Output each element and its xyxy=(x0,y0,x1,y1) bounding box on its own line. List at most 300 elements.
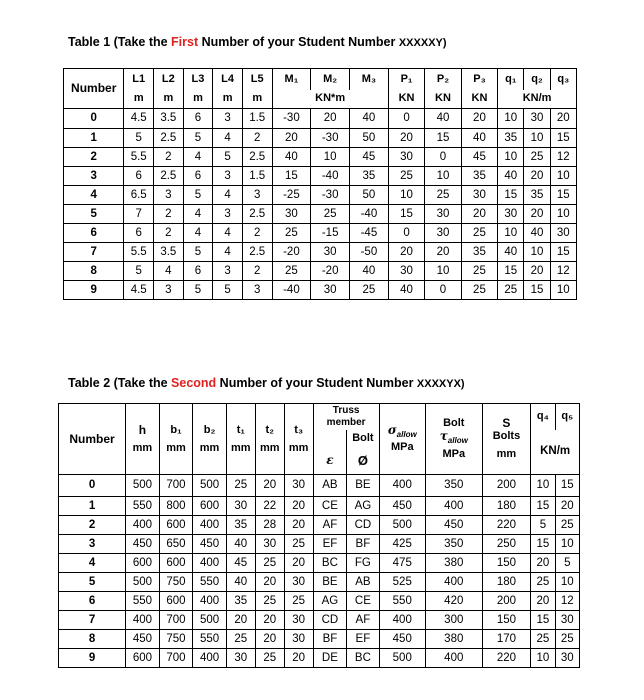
table1-row-number: 5 xyxy=(64,205,124,224)
table2-cell: 15 xyxy=(531,535,555,554)
table2-header-tau-allow xyxy=(425,404,482,475)
table1-cell: 5 xyxy=(124,262,154,281)
table2-cell: 400 xyxy=(379,611,425,630)
table1-cell: 7 xyxy=(124,205,154,224)
table1-cell: 40 xyxy=(272,148,311,167)
table2-cell: DE xyxy=(313,649,347,668)
table2-cell: 20 xyxy=(555,497,579,516)
table1-header-l3: L3 xyxy=(183,69,213,90)
table1-cell: 10 xyxy=(550,205,576,224)
table2-cell: 400 xyxy=(126,516,160,535)
table2-cell: 600 xyxy=(126,649,160,668)
table1-cell: 15 xyxy=(524,281,550,300)
table1-cell: -45 xyxy=(350,224,389,243)
table2 xyxy=(58,403,580,668)
table2-cell: 550 xyxy=(126,592,160,611)
table1-cell: 3 xyxy=(213,205,243,224)
table1-cell: 35 xyxy=(350,167,389,186)
table1-cell: 15 xyxy=(425,129,461,148)
table1-cell: 25 xyxy=(498,281,524,300)
table2-header-h-label: h xyxy=(138,422,147,437)
table1-cell: 10 xyxy=(425,167,461,186)
table2-unit-s: mm xyxy=(496,448,517,460)
table1-cell: 3 xyxy=(154,186,184,205)
table2-header-tau-symbol: τ xyxy=(439,429,448,444)
table1-cell: 2.5 xyxy=(242,243,272,262)
table2-cell: 350 xyxy=(425,535,482,554)
table1-row-number: 1 xyxy=(64,129,124,148)
table2-cell: 500 xyxy=(126,573,160,592)
table2-cell: 20 xyxy=(226,611,255,630)
table1-cell: 25 xyxy=(350,281,389,300)
table1-cell: 4 xyxy=(183,205,213,224)
table1-title-post: Number of your Student Number xyxy=(198,35,399,49)
table2-cell: AF xyxy=(347,611,379,630)
table1-row xyxy=(64,243,577,262)
table2-cell: 750 xyxy=(159,630,193,649)
table1-cell: 10 xyxy=(425,262,461,281)
table2-header-bolts: Bolts xyxy=(492,430,521,442)
table1-cell: 5 xyxy=(124,129,154,148)
table2-cell: 150 xyxy=(482,611,531,630)
table1-header-m3: M₃ xyxy=(350,69,389,90)
table1-cell: 3.5 xyxy=(154,243,184,262)
table2-row-number: 4 xyxy=(59,554,126,573)
table1-cell: 5 xyxy=(183,243,213,262)
table2-cell: 600 xyxy=(159,554,193,573)
table1-cell: 10 xyxy=(550,281,576,300)
table2-cell: 15 xyxy=(531,611,555,630)
table2-unit-t1: mm xyxy=(231,441,251,454)
table2-cell: 30 xyxy=(284,573,313,592)
table1-cell: 5.5 xyxy=(124,148,154,167)
table1-row-number: 9 xyxy=(64,281,124,300)
table2-cell: 10 xyxy=(531,649,555,668)
table1-row-number: 7 xyxy=(64,243,124,262)
table2-cell: 25 xyxy=(255,554,284,573)
table2-cell: 12 xyxy=(555,592,579,611)
table1-header-m1: M₁ xyxy=(272,69,311,90)
table2-cell: 180 xyxy=(482,497,531,516)
table1-cell: 4 xyxy=(213,186,243,205)
table1-cell: 10 xyxy=(498,224,524,243)
table1-cell: 0 xyxy=(425,281,461,300)
table2-header-t3 xyxy=(284,404,313,475)
table2-header-epsilon-symbol: ε xyxy=(326,452,334,467)
table1-cell: 2.5 xyxy=(242,148,272,167)
table1-cell: 20 xyxy=(311,109,350,129)
table1-title-pre: Table 1 (Take the xyxy=(68,35,172,49)
table1-cell: -40 xyxy=(350,205,389,224)
table2-unit-load: KN/m xyxy=(531,430,580,475)
table2-cell: 700 xyxy=(159,475,193,497)
table2-row-number: 2 xyxy=(59,516,126,535)
table2-cell: 25 xyxy=(531,573,555,592)
table2-cell: AG xyxy=(347,497,379,516)
table1-cell: 4.5 xyxy=(124,281,154,300)
table1-cell: 3 xyxy=(154,281,184,300)
table1-cell: 12 xyxy=(550,148,576,167)
table2-row xyxy=(59,535,580,554)
table1-cell: 40 xyxy=(425,109,461,129)
table2-cell: 20 xyxy=(284,516,313,535)
table2-cell: CD xyxy=(313,611,347,630)
table2-cell: 30 xyxy=(284,475,313,497)
table1-cell: 15 xyxy=(388,205,424,224)
table1-cell: 1.5 xyxy=(242,109,272,129)
table1-row xyxy=(64,167,577,186)
table2-cell: 10 xyxy=(531,475,555,497)
table1-cell: 2 xyxy=(242,262,272,281)
table1-cell: 30 xyxy=(461,186,497,205)
table1-cell: 4 xyxy=(213,243,243,262)
table2-row xyxy=(59,573,580,592)
table2-cell: 500 xyxy=(193,611,227,630)
table2-header-sigma-allow xyxy=(379,404,425,475)
table2-cell: 30 xyxy=(284,611,313,630)
table2-cell: 180 xyxy=(482,573,531,592)
table2-header-sigma xyxy=(380,424,425,441)
table1-row xyxy=(64,148,577,167)
table2-cell: 400 xyxy=(193,554,227,573)
table2-header-epsilon-top xyxy=(313,430,347,448)
table1-cell: 15 xyxy=(498,262,524,281)
table2-cell: 45 xyxy=(226,554,255,573)
table2-row-number: 3 xyxy=(59,535,126,554)
table2-cell: 800 xyxy=(159,497,193,516)
table1-cell: 25 xyxy=(311,205,350,224)
table1-header-p1: P₁ xyxy=(388,69,424,90)
table1-cell: 10 xyxy=(498,109,524,129)
table2-title-pre: Table 2 (Take the xyxy=(68,376,172,390)
table2-header-s-bolts xyxy=(482,404,531,475)
table2-row xyxy=(59,649,580,668)
table2-unit-b2: mm xyxy=(199,441,220,454)
table1-cell: 25 xyxy=(461,224,497,243)
table1-unit-l2: m xyxy=(154,90,184,109)
table2-cell: 420 xyxy=(425,592,482,611)
table1-cell: 15 xyxy=(550,186,576,205)
table1-cell: 2 xyxy=(154,205,184,224)
table1-row-number: 3 xyxy=(64,167,124,186)
table1-cell: 45 xyxy=(350,148,389,167)
table1-unit-moment: KN*m xyxy=(272,90,388,109)
table1-cell: 0 xyxy=(388,109,424,129)
table1-cell: 3 xyxy=(242,281,272,300)
table1-cell: -20 xyxy=(311,262,350,281)
table1-cell: 50 xyxy=(350,129,389,148)
table1-row-number: 2 xyxy=(64,148,124,167)
table1-unit-l3: m xyxy=(183,90,213,109)
table2-header-number: Number xyxy=(59,404,126,475)
table1-cell: 20 xyxy=(524,205,550,224)
table2-cell: 35 xyxy=(226,592,255,611)
table2-cell: 450 xyxy=(425,516,482,535)
table2-cell: 550 xyxy=(126,497,160,516)
table1-cell: 4 xyxy=(213,224,243,243)
table1-cell: -25 xyxy=(272,186,311,205)
table1-cell: 4 xyxy=(154,262,184,281)
table1-title-code: XXXXXY) xyxy=(398,37,447,49)
table1-cell: 25 xyxy=(388,167,424,186)
table1-cell: 5 xyxy=(213,281,243,300)
table2-header-bolt2: Bolt xyxy=(443,417,465,430)
table1-row xyxy=(64,205,577,224)
table2-cell: 15 xyxy=(531,497,555,516)
table2-header-truss-member xyxy=(313,404,379,430)
table2-cell: 22 xyxy=(255,497,284,516)
table2-cell: 20 xyxy=(255,611,284,630)
table2-cell: 20 xyxy=(284,649,313,668)
table1-unit-p3: KN xyxy=(461,90,497,109)
table2-cell: 25 xyxy=(531,630,555,649)
table2-cell: 600 xyxy=(126,554,160,573)
table2-cell: 220 xyxy=(482,516,531,535)
table2-cell: 30 xyxy=(284,630,313,649)
table2-cell: 600 xyxy=(159,516,193,535)
table1-cell: -20 xyxy=(272,243,311,262)
table1-cell: 40 xyxy=(461,129,497,148)
table2-cell: 700 xyxy=(159,611,193,630)
table1-cell: 6 xyxy=(183,109,213,129)
table2-cell: 20 xyxy=(284,554,313,573)
table2-cell: CE xyxy=(347,592,379,611)
table1-cell: 10 xyxy=(311,148,350,167)
table2-cell: 650 xyxy=(159,535,193,554)
table2-cell: 25 xyxy=(226,475,255,497)
table2-header-bolt-symbol: Ø xyxy=(347,448,379,475)
table2-cell: 25 xyxy=(284,592,313,611)
table1-cell: 2.5 xyxy=(242,205,272,224)
table2-cell: 300 xyxy=(425,611,482,630)
table2-cell: 400 xyxy=(193,649,227,668)
table1-cell: 20 xyxy=(388,129,424,148)
table2-cell: 200 xyxy=(482,592,531,611)
table2-title-post: Number of your Student Number xyxy=(216,376,417,390)
table2-cell: 475 xyxy=(379,554,425,573)
table2-cell: 40 xyxy=(226,573,255,592)
table2-cell: 30 xyxy=(555,649,579,668)
table1-cell: 20 xyxy=(388,243,424,262)
table2-cell: AG xyxy=(313,592,347,611)
table2-title-highlight: Second xyxy=(171,376,217,390)
table2-cell: 400 xyxy=(379,475,425,497)
table1-cell: 45 xyxy=(461,148,497,167)
table2-body xyxy=(59,475,580,668)
table1-unit-load: KN/m xyxy=(498,90,577,109)
table2-cell: 30 xyxy=(226,497,255,516)
table1-cell: -30 xyxy=(311,186,350,205)
table2-unit-h: mm xyxy=(132,441,153,454)
table2-cell: 20 xyxy=(284,497,313,516)
table2-row-number: 9 xyxy=(59,649,126,668)
table1-cell: 10 xyxy=(550,167,576,186)
table1-cell: 4 xyxy=(183,224,213,243)
table2-cell: 30 xyxy=(226,649,255,668)
table1-cell: 30 xyxy=(388,262,424,281)
table1-cell: 10 xyxy=(498,148,524,167)
table2-header-b2-label: b₂ xyxy=(203,423,216,436)
table1-cell: 25 xyxy=(461,262,497,281)
table2-cell: 25 xyxy=(555,630,579,649)
table1-cell: 4 xyxy=(183,148,213,167)
table2-cell: 10 xyxy=(555,573,579,592)
table2-header-b1 xyxy=(159,404,193,475)
table1-cell: 20 xyxy=(425,243,461,262)
table2-row xyxy=(59,592,580,611)
table2-cell: 30 xyxy=(255,535,284,554)
table2-cell: 40 xyxy=(226,535,255,554)
table1-cell: 6 xyxy=(124,224,154,243)
table2-cell: 5 xyxy=(555,554,579,573)
table1-header-l4: L4 xyxy=(213,69,243,90)
table1-cell: 15 xyxy=(550,129,576,148)
table2-header-tau-sub: allow xyxy=(447,436,468,446)
table1-cell: 30 xyxy=(498,205,524,224)
table1-row-number: 4 xyxy=(64,186,124,205)
table2-cell: 400 xyxy=(193,516,227,535)
table2-cell: 380 xyxy=(425,630,482,649)
table2-cell: 600 xyxy=(193,497,227,516)
table2-cell: 25 xyxy=(255,592,284,611)
table1-cell: 2 xyxy=(242,129,272,148)
table2-cell: 500 xyxy=(126,475,160,497)
table1-cell: 12 xyxy=(550,262,576,281)
table2-cell: 425 xyxy=(379,535,425,554)
table2-cell: 35 xyxy=(226,516,255,535)
table2-cell: 400 xyxy=(425,497,482,516)
table1-cell: -15 xyxy=(311,224,350,243)
table1-row xyxy=(64,129,577,148)
table2-cell: 250 xyxy=(482,535,531,554)
table2-cell: BF xyxy=(313,630,347,649)
table2-cell: 25 xyxy=(555,516,579,535)
table1-cell: 5 xyxy=(213,148,243,167)
table2-row xyxy=(59,554,580,573)
table2-header-sigma-symbol: σ xyxy=(387,422,397,437)
table2-row xyxy=(59,516,580,535)
table2-cell: 600 xyxy=(159,592,193,611)
table1-header-l5: L5 xyxy=(242,69,272,90)
table1-cell: 25 xyxy=(425,186,461,205)
table2-cell: 400 xyxy=(425,649,482,668)
table2-cell: 550 xyxy=(379,592,425,611)
table1-cell: 2 xyxy=(242,224,272,243)
table2-cell: 450 xyxy=(379,497,425,516)
table1-header-number: Number xyxy=(64,69,124,109)
table1-cell: 35 xyxy=(461,243,497,262)
table1-unit-l5: m xyxy=(242,90,272,109)
table1-cell: 6 xyxy=(124,167,154,186)
table2-cell: 25 xyxy=(255,649,284,668)
table1-cell: 3 xyxy=(242,186,272,205)
table2-row-number: 7 xyxy=(59,611,126,630)
table2-header-t1 xyxy=(226,404,255,475)
table2-header-tau xyxy=(426,430,482,447)
table1-header-q2: q₂ xyxy=(524,69,550,90)
table2-row-number: 5 xyxy=(59,573,126,592)
table1-cell: 30 xyxy=(425,224,461,243)
table2-header-t1-label: t₁ xyxy=(236,423,245,436)
table2-cell: 150 xyxy=(482,554,531,573)
table1-cell: 25 xyxy=(272,262,311,281)
table1-cell: 0 xyxy=(425,148,461,167)
table2-cell: CE xyxy=(313,497,347,516)
table1-row xyxy=(64,224,577,243)
table1-cell: 2.5 xyxy=(154,129,184,148)
table1-cell: 40 xyxy=(350,109,389,129)
table2-header-bolt: Bolt xyxy=(347,430,379,448)
table2-cell: 525 xyxy=(379,573,425,592)
table2-cell: 20 xyxy=(531,592,555,611)
table1-header-l1: L1 xyxy=(124,69,154,90)
table1-cell: 5 xyxy=(183,281,213,300)
table2-cell: BC xyxy=(347,649,379,668)
table2-cell: 400 xyxy=(126,611,160,630)
table1-cell: 25 xyxy=(272,224,311,243)
table2-cell: AF xyxy=(313,516,347,535)
table1-cell: 4.5 xyxy=(124,109,154,129)
table1-cell: 3.5 xyxy=(154,109,184,129)
table2-cell: 10 xyxy=(555,535,579,554)
table1-cell: -40 xyxy=(311,167,350,186)
table2-cell: 450 xyxy=(126,630,160,649)
table2-cell: 20 xyxy=(255,573,284,592)
table2-row xyxy=(59,630,580,649)
table2-cell: 750 xyxy=(159,573,193,592)
table1-header-q3: q₃ xyxy=(550,69,576,90)
table2-row xyxy=(59,475,580,497)
table1-cell: 40 xyxy=(524,224,550,243)
table2-cell: BE xyxy=(313,573,347,592)
table1-row xyxy=(64,186,577,205)
table2-cell: 700 xyxy=(159,649,193,668)
table2-cell: 30 xyxy=(555,611,579,630)
table1-header-m2: M₂ xyxy=(311,69,350,90)
table2-cell: 170 xyxy=(482,630,531,649)
table2-header-b2 xyxy=(193,404,227,475)
table1-cell: 4 xyxy=(213,129,243,148)
table1-row xyxy=(64,262,577,281)
table2-cell: 220 xyxy=(482,649,531,668)
table1-cell: 2 xyxy=(154,148,184,167)
table1-cell: 30 xyxy=(550,224,576,243)
table1-cell: 25 xyxy=(524,148,550,167)
table2-cell: 5 xyxy=(531,516,555,535)
table1-cell: 20 xyxy=(524,262,550,281)
table1-cell: 50 xyxy=(350,186,389,205)
table1-row xyxy=(64,281,577,300)
table1-cell: 5.5 xyxy=(124,243,154,262)
table1-cell: 3 xyxy=(213,167,243,186)
table1-cell: 3 xyxy=(213,262,243,281)
table2-header-h xyxy=(126,404,160,475)
table1-cell: 40 xyxy=(498,167,524,186)
table1-cell: 6.5 xyxy=(124,186,154,205)
table1-cell: 6 xyxy=(183,167,213,186)
table1-cell: 30 xyxy=(272,205,311,224)
table2-cell: 25 xyxy=(226,630,255,649)
table1-unit-l1: m xyxy=(124,90,154,109)
table1-cell: 30 xyxy=(524,109,550,129)
table2-header-t2-label: t₂ xyxy=(265,423,275,436)
table1-cell: 2 xyxy=(154,224,184,243)
table2-cell: 500 xyxy=(379,516,425,535)
table1-title-highlight: First xyxy=(171,35,199,49)
table2-cell: 20 xyxy=(255,630,284,649)
table2-cell: 25 xyxy=(284,535,313,554)
table1-cell: 10 xyxy=(524,129,550,148)
